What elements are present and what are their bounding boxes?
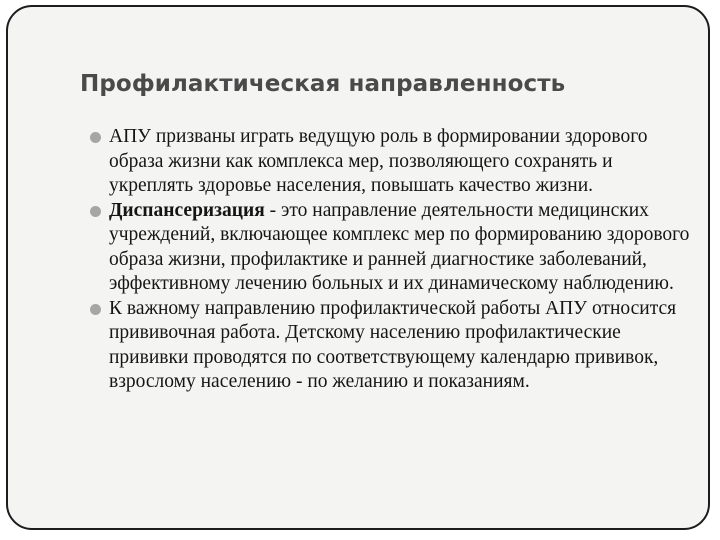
bullet-term: Диспансеризация (109, 199, 265, 221)
round-bullet-icon (90, 206, 101, 217)
slide-frame (6, 5, 710, 530)
bullet-list (86, 125, 698, 395)
bullet-text: АПУ призваны играть ведущую роль в формировании здорового образа жизни как комплекса мер, позволяющего сохранять и укреплять здоровье населения, повышать качество жизни. (109, 126, 648, 196)
bullet-text: - это направление деятельности медицинских учреждений, включающее комплекс мер по формированию здорового образа жизни, профилактике и ранней диагностике заболеваний, эффективному лечению больных и их динамическому наблюдению. (109, 199, 690, 294)
bullet-text: К важному направлению профилактической работы АПУ относится прививочная работа. Детскому населению профилактические прививки проводятся по соответствующему календарю прививок, взрослому населению - по желанию и показаниям. (109, 297, 677, 392)
round-bullet-icon (90, 304, 101, 315)
bullet-item (86, 125, 698, 199)
bullet-item (86, 199, 698, 297)
round-bullet-icon (90, 132, 101, 143)
bullet-item (86, 297, 698, 395)
slide-title: Профилактическая направленность (80, 71, 566, 97)
